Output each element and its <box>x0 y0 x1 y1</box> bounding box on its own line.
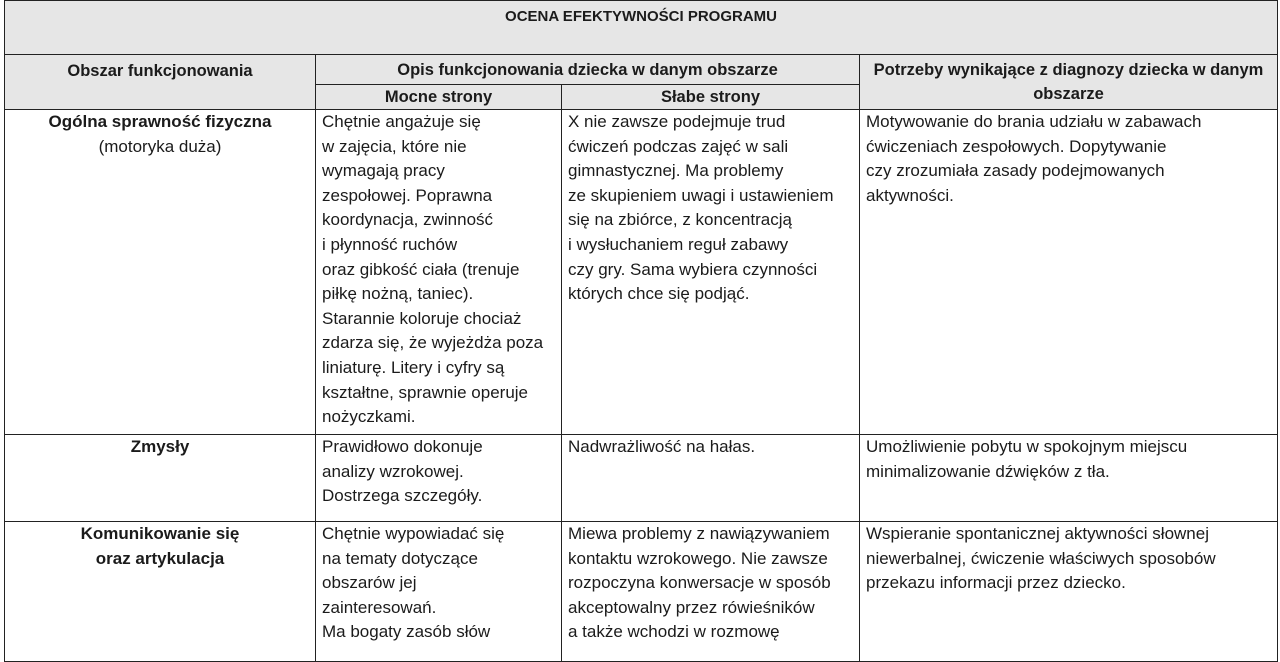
strengths-cell: Chętnie wypowiadać się na tematy dotyczące obszarów jej zainteresowań. Ma bogaty zasób słów <box>316 522 562 662</box>
table-row <box>5 522 1278 662</box>
header-weaknesses: Słabe strony <box>562 85 860 110</box>
header-strengths: Mocne strony <box>316 85 562 110</box>
area-name: Zmysły <box>130 437 190 456</box>
area-cell <box>5 110 316 435</box>
header-area-label: Obszar funkcjonowania <box>67 62 253 80</box>
needs-cell: Wspieranie spontanicznej aktywności słownej niewerbalnej, ćwiczenie właściwych sposobów przekazu informacji przez dziecko. <box>860 522 1278 662</box>
header-description: Opis funkcjonowania dziecka w danym obszarze <box>316 55 860 85</box>
table-row <box>5 110 1278 435</box>
table-title: OCENA EFEKTYWNOŚCI PROGRAMU <box>5 1 1278 55</box>
strengths-cell: Prawidłowo dokonuje analizy wzrokowej. Dostrzega szczegóły. <box>316 435 562 522</box>
header-row <box>5 55 1278 85</box>
table-row <box>5 435 1278 522</box>
area-name: Ogólna sprawność fizyczna <box>48 112 272 131</box>
area-cell <box>5 435 316 522</box>
weaknesses-cell: Nadwrażliwość na hałas. <box>562 435 860 522</box>
title-row <box>5 1 1278 55</box>
area-cell <box>5 522 316 662</box>
needs-cell: Umożliwienie pobytu w spokojnym miejscu minimalizowanie dźwięków z tła. <box>860 435 1278 522</box>
strengths-cell: Chętnie angażuje się w zajęcia, które nie wymagają pracy zespołowej. Poprawna koordynacja, zwinność i płynność ruchów oraz gibkość ciała (trenuje piłkę nożną, taniec). Starannie koloruje chociaż zdarza się, że wyjeżdża poza liniaturę. Litery i cyfry są kształtne, sprawnie operuje nożyczkami. <box>316 110 562 435</box>
area-name: Komunikowanie się oraz artykulacja <box>80 524 240 568</box>
header-area <box>5 55 316 110</box>
assessment-table <box>4 0 1278 662</box>
weaknesses-cell: Miewa problemy z nawiązywaniem kontaktu wzrokowego. Nie zawsze rozpoczyna konwersacje w sposób akceptowalny przez rówieśników a także wchodzi w rozmowę <box>562 522 860 662</box>
area-subtitle: (motoryka duża) <box>98 136 222 156</box>
header-needs: Potrzeby wynikające z diagnozy dziecka w danym obszarze <box>860 55 1278 110</box>
weaknesses-cell: X nie zawsze podejmuje trud ćwiczeń podczas zajęć w sali gimnastycznej. Ma problemy ze skupieniem uwagi i ustawieniem się na zbiórce, z koncentracją i wysłuchaniem reguł zabawy czy gry. Sama wybiera czynności których chce się podjąć. <box>562 110 860 435</box>
needs-cell: Motywowanie do brania udziału w zabawach ćwiczeniach zespołowych. Dopytywanie czy zrozumiała zasady podejmowanych aktywności. <box>860 110 1278 435</box>
